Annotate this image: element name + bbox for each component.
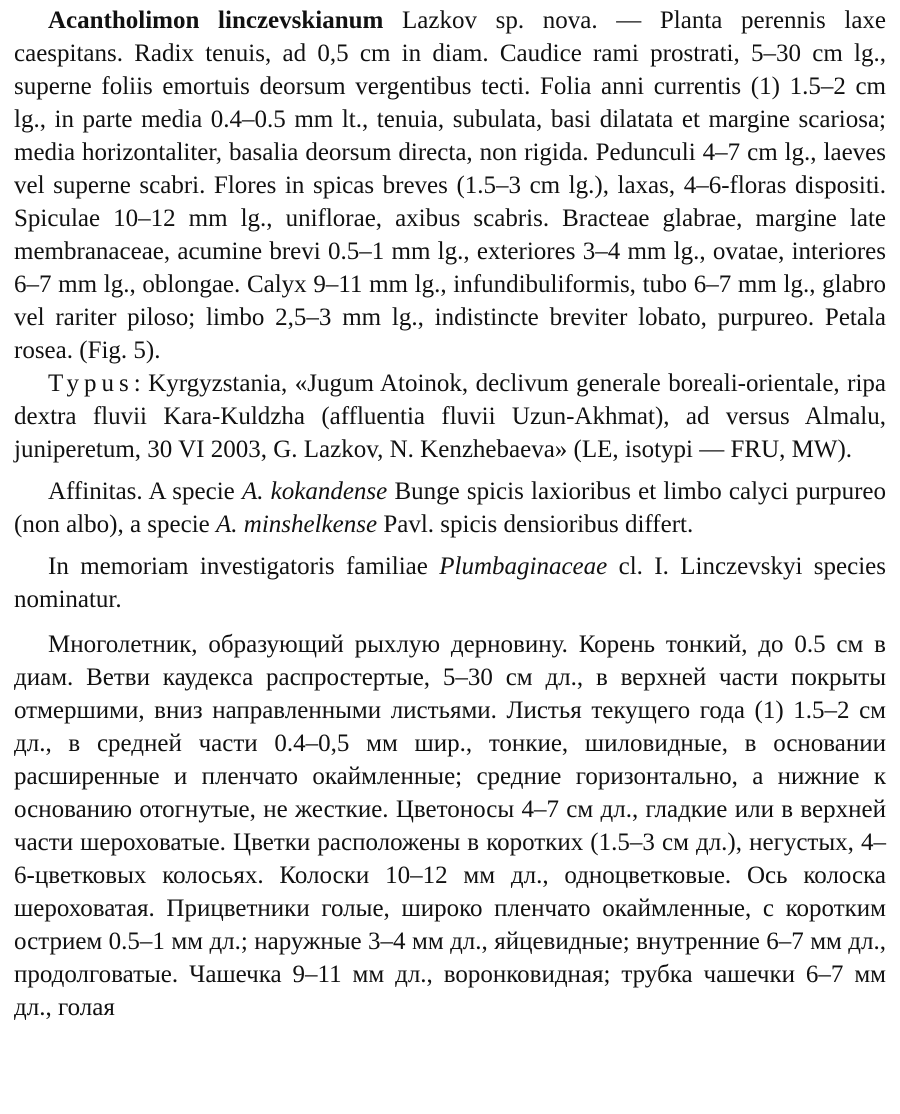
typus-text: : Kyrgyzstania, «Jugum Atoinok, declivum generale boreali-orientale, ripa dextra fluvii Kara-Kuldzha (affluentia fluvii Uzun-Akhmat), ad versus Almalu, juniperetum, 30 VI 2003, G. Lazkov, N. Kenzhebaeva» (LE, isotypi — FRU, MW). — [14, 370, 886, 463]
family-name: Plumbaginaceae — [439, 553, 608, 580]
affinitas-text-2: Bunge spicis laxioribus et limbo calyci purpureo (non albo), a specie — [14, 478, 886, 538]
species-ref-minshelkense: A. minshelkense — [216, 511, 378, 538]
species-ref-kokandense: A. kokandense — [241, 478, 388, 505]
typus-label: Typus — [48, 370, 134, 397]
latin-diagnosis-paragraph — [14, 4, 886, 367]
affinitas-text-3: Pavl. spicis densioribus differt. — [377, 511, 694, 538]
latin-diagnosis-text: Lazkov sp. nova. — Planta perennis laxe caespitans. Radix tenuis, ad 0,5 cm in diam. Caudice rami prostrati, 5–30 cm lg., superne foliis emortuis deorsum vergentibus tecti. Folia anni currentis (1) 1.5–2 cm lg., in parte media 0.4–0.5 mm lt., tenuia, subulata, basi dilatata et margine scariosa; media horizontaliter, basalia deorsum directa, non rigida. Pedunculi 4–7 cm lg., laeves vel superne scabri. Flores in spicas breves (1.5–3 cm lg.), laxas, 4–6-floras dispositi. Spiculae 10–12 mm lg., uniflorae, axibus scabris. Bracteae glabrae, margine late membranaceae, acumine brevi 0.5–1 mm lg., exteriores 3–4 mm lg., ovatae, interiores 6–7 mm lg., oblongae. Calyx 9–11 mm lg., infundibuliformis, tubo 6–7 mm lg., glabro vel rariter piloso; limbo 2,5–3 mm lg., indistincte breviter lobato, purpureo. Petala rosea. (Fig. 5). — [14, 7, 887, 364]
affinitas-text-1: Affinitas. A specie — [48, 478, 242, 505]
dedication-text-1: In memoriam investigatoris familiae — [48, 553, 440, 580]
affinitas-paragraph — [14, 475, 886, 541]
species-name: Acantholimon linczevskianum — [48, 7, 384, 34]
dedication-paragraph — [14, 550, 886, 616]
dedication-text-2: cl. I. Linczevskyi species nominatur. — [14, 553, 886, 613]
typus-paragraph — [14, 367, 886, 466]
russian-description-paragraph: Многолетник, образующий рыхлую дерновину. Корень тонкий, до 0.5 см в диам. Ветви каудекса распростертые, 5–30 см дл., в верхней части покрыты отмершими, вниз направленными листьями. Листья текущего года (1) 1.5–2 см дл., в средней части 0.4–0,5 мм шир., тонкие, шиловидные, в основании расширенные и пленчато окаймленные; средние горизонтально, а нижние к основанию отогнутые, не жесткие. Цветоносы 4–7 см дл., гладкие или в верхней части шероховатые. Цветки расположены в коротких (1.5–3 см дл.), негустых, 4–6-цветковых колосьях. Колоски 10–12 мм дл., одноцветковые. Ось колоска шероховатая. Прицветники голые, широко пленчато окаймленные, с коротким острием 0.5–1 мм дл.; наружные 3–4 мм дл., яйцевидные; внутренние 6–7 мм дл., продолговатые. Чашечка 9–11 мм дл., воронковидная; трубка чашечки 6–7 мм дл., голая — [14, 631, 886, 1021]
